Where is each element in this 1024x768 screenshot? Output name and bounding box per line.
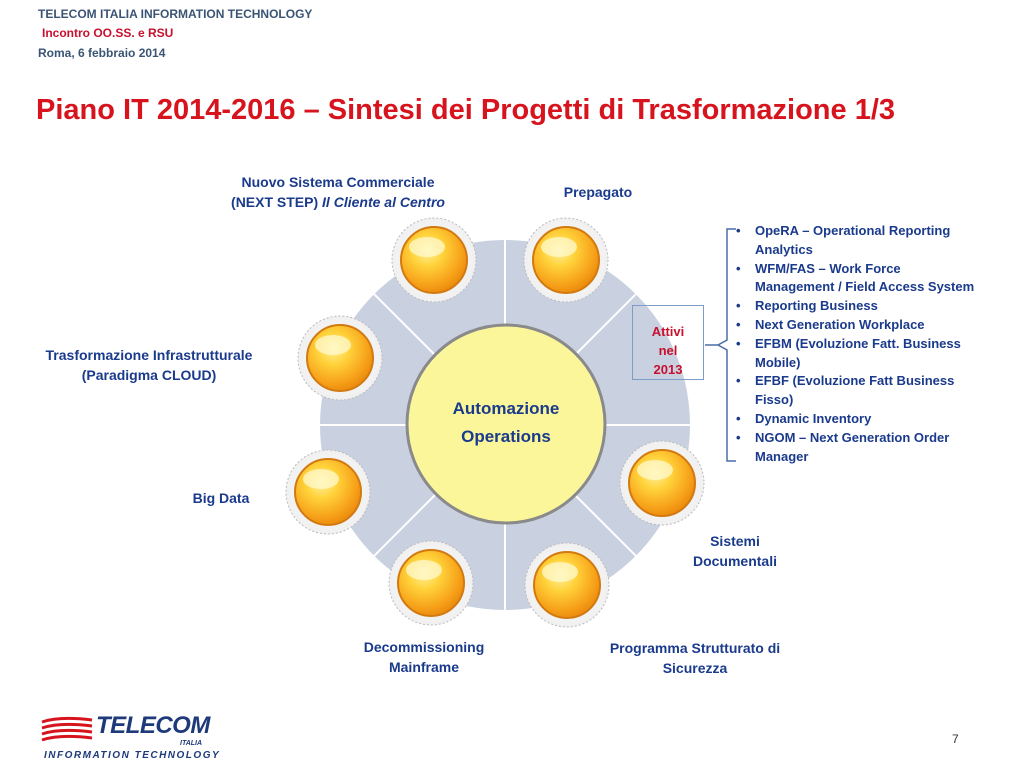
- label-big-data: Big Data: [192, 490, 250, 506]
- label-prepagato: Prepagato: [563, 184, 633, 200]
- list-item: • EFBF (Evoluzione Fatt Business Fisso): [736, 372, 1006, 410]
- list-item: • Dynamic Inventory: [736, 410, 1006, 429]
- logo-tagline: INFORMATION TECHNOLOGY: [44, 750, 221, 761]
- projects-list: [736, 222, 1006, 466]
- center-label-line1: Automazione: [452, 399, 560, 418]
- list-item: • NGOM – Next Generation Order Manager: [736, 429, 1006, 467]
- label-sistemi-documentali: Sistemi Documentali: [692, 533, 777, 569]
- list-item: • EFBM (Evoluzione Fatt. Business Mobile): [736, 335, 1006, 373]
- attivi-2013-box: Attivi nel 2013: [632, 305, 704, 380]
- orb-sicurezza: [525, 543, 609, 627]
- orb-sistemi-documentali: [620, 441, 704, 525]
- header-date: Roma, 6 febbraio 2014: [38, 46, 166, 60]
- header-meeting: Incontro OO.SS. e RSU: [42, 26, 174, 40]
- orb-prepagato: [524, 218, 608, 302]
- header-org: TELECOM ITALIA INFORMATION TECHNOLOGY: [38, 7, 313, 21]
- orb-trasformazione: [298, 316, 382, 400]
- label-decommissioning: Decommissioning Mainframe: [363, 639, 485, 675]
- label-nuovo-sistema: Nuovo Sistema Commerciale (NEXT STEP) Il Cliente al Centro: [231, 174, 445, 210]
- logo-word: TELECOM: [96, 712, 210, 739]
- orb-nuovo-sistema: [392, 218, 476, 302]
- label-trasformazione: Trasformazione Infrastrutturale (Paradigma CLOUD): [45, 347, 253, 383]
- list-item: • Reporting Business: [736, 297, 1006, 316]
- slide-title: Piano IT 2014-2016 – Sintesi dei Progetti di Trasformazione 1/3: [36, 94, 896, 126]
- bracket-connector: [718, 229, 736, 461]
- label-sicurezza: Programma Strutturato di Sicurezza: [609, 640, 781, 676]
- orb-big-data: [286, 450, 370, 534]
- telecom-wave-icon: [40, 714, 96, 748]
- page-number: 7: [952, 732, 959, 746]
- logo-sub: ITALIA: [180, 740, 203, 747]
- list-item: • OpeRA – Operational Reporting Analytics: [736, 222, 1006, 260]
- list-item: • Next Generation Workplace: [736, 316, 1006, 335]
- center-label-line2: Operations: [461, 427, 551, 446]
- center-circle: [407, 325, 605, 523]
- list-item: • WFM/FAS – Work Force Management / Field Access System: [736, 260, 1006, 298]
- orb-decommissioning: [389, 541, 473, 625]
